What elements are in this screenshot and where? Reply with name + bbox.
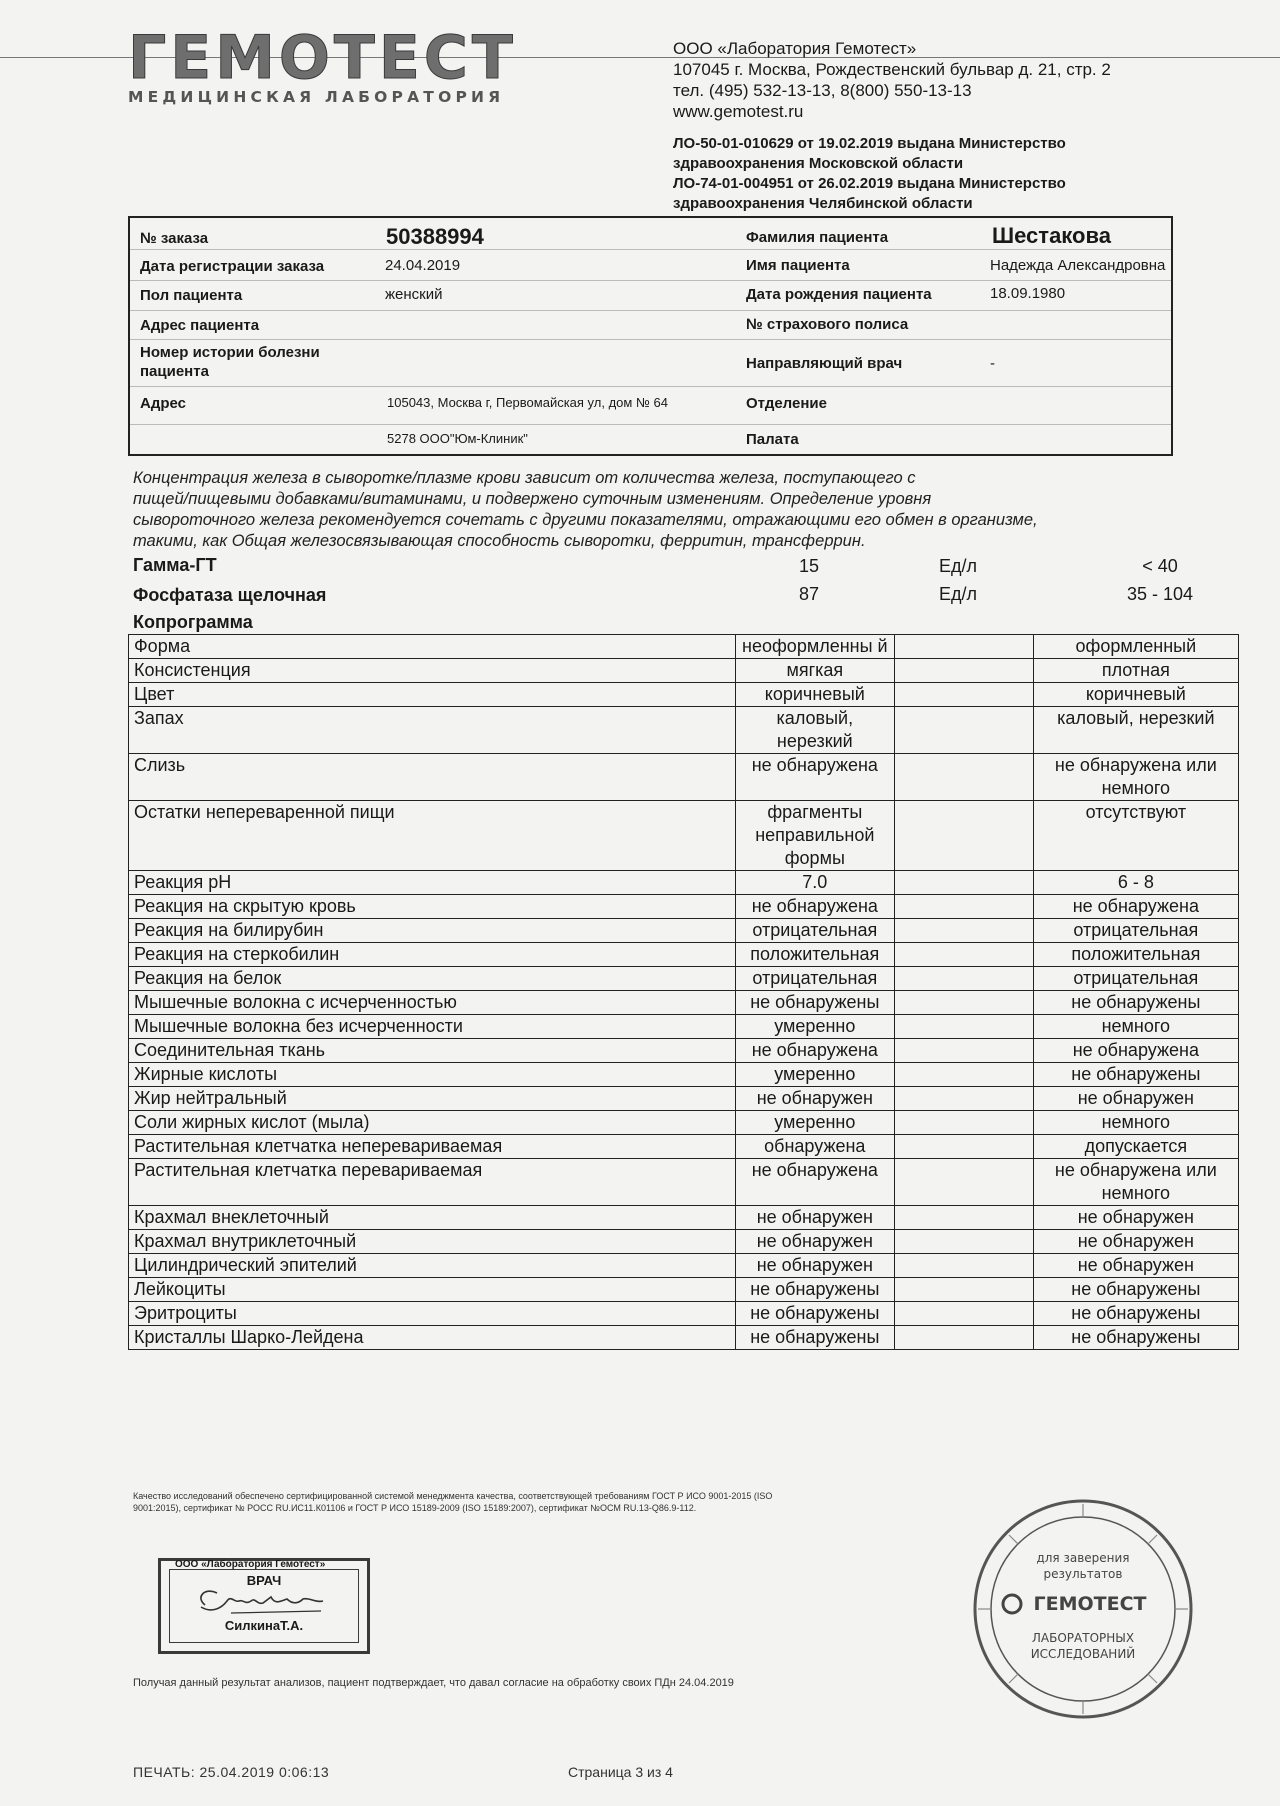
stamp-org: ООО «Лаборатория Гемотест» — [175, 1559, 326, 1570]
reference-value: отсутствуют — [1033, 801, 1238, 871]
blank-cell — [894, 1039, 1033, 1063]
test-unit: Ед/л — [939, 556, 978, 576]
blank-cell — [894, 895, 1033, 919]
indicator-name: Остатки непереваренной пищи — [129, 801, 736, 871]
indicator-name: Растительная клетчатка перевариваемая — [129, 1159, 736, 1206]
coprogram-body — [129, 635, 1239, 1350]
reference-value: каловый, нерезкий — [1033, 707, 1238, 754]
reg-date-label: Дата регистрации заказа — [140, 258, 325, 275]
result-value: не обнаружен — [735, 1206, 894, 1230]
lab-name: ООО «Лаборатория Гемотест» — [673, 39, 917, 58]
result-value: не обнаружена — [735, 895, 894, 919]
table-row — [129, 1326, 1239, 1350]
iron-note — [133, 468, 1223, 552]
table-row — [129, 1302, 1239, 1326]
blank-cell — [894, 871, 1033, 895]
test-value: 87 — [799, 584, 820, 604]
blank-cell — [894, 1159, 1033, 1206]
blank-cell — [894, 943, 1033, 967]
result-value: не обнаружена — [735, 1039, 894, 1063]
patient-sex: женский — [385, 286, 443, 303]
table-row — [129, 754, 1239, 801]
seal-text-4: ИССЛЕДОВАНИЙ — [1030, 1647, 1136, 1661]
reference-value: немного — [1033, 1015, 1238, 1039]
result-value: умеренно — [735, 1111, 894, 1135]
result-value: неоформленны й — [735, 635, 894, 659]
blank-cell — [894, 707, 1033, 754]
stamp-doctor-name: СилкинаТ.А. — [224, 1618, 304, 1633]
row-divider — [130, 386, 1171, 387]
patient-info-table — [128, 216, 1173, 456]
reference-value: не обнаружена или немного — [1033, 754, 1238, 801]
blank-cell — [894, 1206, 1033, 1230]
note-line: Концентрация железа в сыворотке/плазме крови зависит от количества железа, поступающего с — [133, 469, 916, 487]
blank-cell — [894, 967, 1033, 991]
indicator-name: Соединительная ткань — [129, 1039, 736, 1063]
result-value: отрицательная — [735, 919, 894, 943]
license-line: здравоохранения Челябинской области — [673, 195, 973, 212]
blank-cell — [894, 801, 1033, 871]
row-divider — [130, 249, 1171, 250]
indicator-name: Реакция на скрытую кровь — [129, 895, 736, 919]
indicator-name: Лейкоциты — [129, 1278, 736, 1302]
indicator-name: Растительная клетчатка неперевариваемая — [129, 1135, 736, 1159]
indicator-name: Слизь — [129, 754, 736, 801]
consent-text: Получая данный результат анализов, пациент подтверждает, что давал согласие на обработку своих ПДн 24.04.2019 — [133, 1677, 734, 1689]
history-label-2: пациента — [140, 363, 209, 380]
result-value: мягкая — [735, 659, 894, 683]
indicator-name: Реакция на стеркобилин — [129, 943, 736, 967]
result-value: коричневый — [735, 683, 894, 707]
reference-value: не обнаружен — [1033, 1254, 1238, 1278]
coprogram-table — [128, 634, 1239, 1350]
seal-text-1: для заверения — [1036, 1551, 1130, 1565]
test-name: Гамма-ГТ — [133, 555, 217, 575]
table-row — [129, 1206, 1239, 1230]
lab-address: 107045 г. Москва, Рождественский бульвар д. 21, стр. 2 — [673, 60, 1111, 79]
table-row — [129, 1254, 1239, 1278]
table-row — [129, 943, 1239, 967]
blank-cell — [894, 683, 1033, 707]
indicator-name: Цвет — [129, 683, 736, 707]
address-value: 105043, Москва г, Первомайская ул, дом № 64 — [387, 395, 668, 410]
reg-date: 24.04.2019 — [385, 257, 461, 274]
indicator-name: Мышечные волокна с исчерченностью — [129, 991, 736, 1015]
indicator-name: Реакция рН — [129, 871, 736, 895]
reference-value: коричневый — [1033, 683, 1238, 707]
license-line: ЛО-74-01-004951 от 26.02.2019 выдана Министерство — [673, 175, 1066, 192]
table-row — [129, 1039, 1239, 1063]
indicator-name: Реакция на билирубин — [129, 919, 736, 943]
clinic-value: 5278 ООО"Юм-Клиник" — [387, 431, 528, 446]
birth-date: 18.09.1980 — [990, 285, 1066, 302]
result-value: отрицательная — [735, 967, 894, 991]
indicator-name: Соли жирных кислот (мыла) — [129, 1111, 736, 1135]
test-reference: < 40 — [1142, 556, 1178, 576]
result-value: положительная — [735, 943, 894, 967]
stamp-role: ВРАЧ — [246, 1573, 282, 1588]
indicator-name: Цилиндрический эпителий — [129, 1254, 736, 1278]
indicator-name: Крахмал внеклеточный — [129, 1206, 736, 1230]
blank-cell — [894, 1063, 1033, 1087]
doctor-stamp — [158, 1558, 370, 1654]
reference-value: не обнаружены — [1033, 991, 1238, 1015]
quality-line: Качество исследований обеспечено сертифицированной системой менеджмента качества, соответствующей требованиям ГОСТ Р ИСО 9001-2015 (ISO — [133, 1491, 773, 1501]
result-value: не обнаружена — [735, 754, 894, 801]
reference-value: не обнаружена — [1033, 1039, 1238, 1063]
page-counter: Страница 3 из 4 — [568, 1764, 673, 1780]
license-line: здравоохранения Московской области — [673, 155, 964, 172]
history-label: Номер истории болезни — [140, 344, 320, 361]
row-divider — [130, 310, 1171, 311]
reference-value: не обнаружен — [1033, 1230, 1238, 1254]
result-value: не обнаружены — [735, 1302, 894, 1326]
indicator-name: Кристаллы Шарко-Лейдена — [129, 1326, 736, 1350]
seal-text-2: результатов — [1043, 1567, 1123, 1581]
reference-value: не обнаружен — [1033, 1206, 1238, 1230]
note-line: такими, как Общая железосвязывающая способность сыворотки, ферритин, трансферрин. — [133, 532, 866, 550]
blank-cell — [894, 1278, 1033, 1302]
result-value: не обнаружен — [735, 1087, 894, 1111]
result-value: обнаружена — [735, 1135, 894, 1159]
order-number: 50388994 — [386, 224, 484, 249]
result-value: каловый, нерезкий — [735, 707, 894, 754]
reference-value: не обнаружены — [1033, 1326, 1238, 1350]
test-reference: 35 - 104 — [1126, 584, 1194, 604]
blank-cell — [894, 659, 1033, 683]
blank-cell — [894, 1111, 1033, 1135]
table-row — [129, 635, 1239, 659]
table-row — [129, 1015, 1239, 1039]
order-number-label: № заказа — [140, 230, 209, 247]
table-row — [129, 683, 1239, 707]
note-line: сывороточного железа рекомендуется сочетать с другими показателями, отражающими его обмен в организме, — [133, 511, 1038, 529]
reference-value: плотная — [1033, 659, 1238, 683]
lab-contacts — [673, 38, 1233, 122]
result-value: не обнаружена — [735, 1159, 894, 1206]
table-row — [129, 1135, 1239, 1159]
license-line: ЛО-50-01-010629 от 19.02.2019 выдана Министерство — [673, 135, 1066, 152]
blank-cell — [894, 754, 1033, 801]
seal-logo-icon — [1003, 1595, 1021, 1613]
row-divider — [130, 424, 1171, 425]
table-row — [129, 1230, 1239, 1254]
blank-cell — [894, 1302, 1033, 1326]
reference-value: не обнаружена или немного — [1033, 1159, 1238, 1206]
indicator-name: Жирные кислоты — [129, 1063, 736, 1087]
doctor-label: Направляющий врач — [746, 355, 903, 372]
table-row — [129, 801, 1239, 871]
birth-label: Дата рождения пациента — [746, 286, 932, 303]
result-value: 7.0 — [735, 871, 894, 895]
seal-logo: ГЕМОТЕСТ — [1033, 1593, 1147, 1615]
reference-value: отрицательная — [1033, 919, 1238, 943]
reference-value: положительная — [1033, 943, 1238, 967]
blank-cell — [894, 1326, 1033, 1350]
print-timestamp: ПЕЧАТЬ: 25.04.2019 0:06:13 — [133, 1764, 330, 1780]
logo — [128, 23, 518, 106]
quality-statement — [133, 1490, 933, 1514]
result-value: не обнаружены — [735, 1278, 894, 1302]
table-row — [129, 1087, 1239, 1111]
reference-value: 6 - 8 — [1033, 871, 1238, 895]
table-row — [129, 1159, 1239, 1206]
reference-value: отрицательная — [1033, 967, 1238, 991]
policy-label: № страхового полиса — [746, 316, 909, 333]
result-value: фрагменты неправильной формы — [735, 801, 894, 871]
lab-website[interactable]: www.gemotest.ru — [673, 102, 804, 121]
blank-cell — [894, 991, 1033, 1015]
reference-value: допускается — [1033, 1135, 1238, 1159]
logo-subtitle: МЕДИЦИНСКАЯ ЛАБОРАТОРИЯ — [128, 88, 505, 106]
blank-cell — [894, 1230, 1033, 1254]
blank-cell — [894, 1087, 1033, 1111]
result-value: умеренно — [735, 1015, 894, 1039]
test-unit: Ед/л — [939, 584, 978, 604]
address-label: Адрес — [140, 395, 187, 412]
lab-phone: тел. (495) 532-13-13, 8(800) 550-13-13 — [673, 81, 972, 100]
blank-cell — [894, 919, 1033, 943]
round-seal — [972, 1498, 1194, 1720]
reference-value: не обнаружены — [1033, 1302, 1238, 1326]
indicator-name: Запах — [129, 707, 736, 754]
test-name: Фосфатаза щелочная — [133, 585, 327, 605]
sex-label: Пол пациента — [140, 287, 243, 304]
row-divider — [130, 280, 1171, 281]
table-row — [129, 871, 1239, 895]
blank-cell — [894, 635, 1033, 659]
result-value: не обнаружены — [735, 991, 894, 1015]
ward-label: Палата — [746, 431, 799, 448]
name-label: Имя пациента — [746, 257, 850, 274]
result-value: не обнаружен — [735, 1254, 894, 1278]
indicator-name: Крахмал внутриклеточный — [129, 1230, 736, 1254]
row-divider — [130, 339, 1171, 340]
table-row — [129, 707, 1239, 754]
result-value: не обнаружены — [735, 1326, 894, 1350]
indicator-name: Жир нейтральный — [129, 1087, 736, 1111]
surname-label: Фамилия пациента — [746, 229, 889, 246]
patient-address-label: Адрес пациента — [140, 317, 260, 334]
department-label: Отделение — [746, 395, 827, 412]
indicator-name: Форма — [129, 635, 736, 659]
patient-surname: Шестакова — [992, 223, 1111, 248]
quality-line: 9001:2015), сертификат № РОСС RU.ИС11.К01106 и ГОСТ Р ИСО 15189-2009 (ISO 15189:2007), сертификат №ОСМ RU.13-Q86.9-112. — [133, 1503, 697, 1513]
blank-cell — [894, 1254, 1033, 1278]
reference-value: не обнаружен — [1033, 1087, 1238, 1111]
reference-value: не обнаружены — [1033, 1278, 1238, 1302]
table-row — [129, 659, 1239, 683]
table-row — [129, 1063, 1239, 1087]
blank-cell — [894, 1135, 1033, 1159]
reference-value: не обнаружены — [1033, 1063, 1238, 1087]
indicator-name: Эритроциты — [129, 1302, 736, 1326]
table-row — [129, 991, 1239, 1015]
patient-name: Надежда Александровна — [990, 257, 1166, 274]
table-row — [129, 1278, 1239, 1302]
indicator-name: Консистенция — [129, 659, 736, 683]
table-row — [129, 967, 1239, 991]
note-line: пищей/пищевыми добавками/витаминами, и подвержено суточным изменениям. Определение уровня — [133, 490, 932, 508]
seal-text-3: ЛАБОРАТОРНЫХ — [1031, 1631, 1135, 1645]
indicator-name: Реакция на белок — [129, 967, 736, 991]
table-row — [129, 919, 1239, 943]
coprogram-title: Копрограмма — [133, 612, 253, 632]
result-value: умеренно — [735, 1063, 894, 1087]
reference-value: не обнаружена — [1033, 895, 1238, 919]
indicator-name: Мышечные волокна без исчерченности — [129, 1015, 736, 1039]
signature-icon — [191, 1583, 341, 1619]
referring-doctor: - — [990, 355, 995, 372]
lab-licenses — [673, 134, 1233, 214]
table-row — [129, 1111, 1239, 1135]
test-value: 15 — [799, 556, 820, 576]
blank-cell — [894, 1015, 1033, 1039]
reference-value: немного — [1033, 1111, 1238, 1135]
result-value: не обнаружен — [735, 1230, 894, 1254]
reference-value: оформленный — [1033, 635, 1238, 659]
table-row — [129, 895, 1239, 919]
logo-main: ГЕМОТЕСТ — [128, 23, 517, 93]
